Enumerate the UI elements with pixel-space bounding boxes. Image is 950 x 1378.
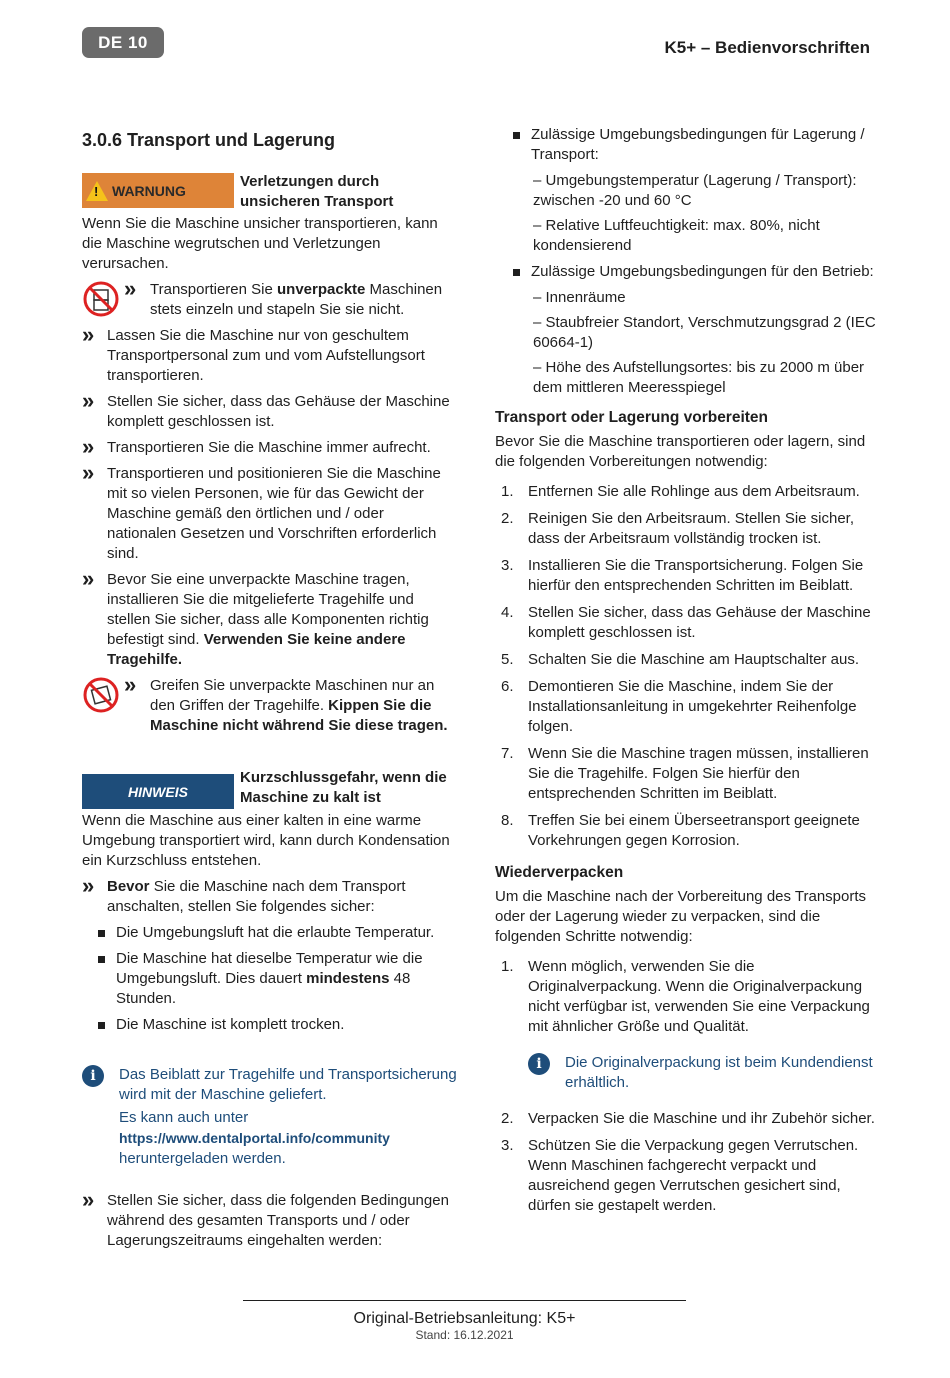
list-item: 3. Installieren Sie die Transportsicherung. Folgen Sie hierfür den entsprechenden Schritten im Beiblatt. bbox=[501, 557, 864, 594]
list-item: 2. Reinigen Sie den Arbeitsraum. Stellen Sie sicher, dass der Arbeitsraum vollständig trocken ist. bbox=[501, 510, 855, 547]
hint-title: Kurzschlussgefahr, wenn die Maschine zu kalt ist bbox=[240, 769, 447, 806]
prep-intro: Bevor Sie die Maschine transportieren oder lagern, sind die folgenden Vorbereitungen notwendig: bbox=[495, 433, 866, 470]
condition-details: – Innenräume – Staubfreier Standort, Verschmutzungsgrad 2 (IEC 60664-1) – Höhe des Aufstellungsortes: bis zu 2000 m über dem mittleren Meeresspiegel bbox=[533, 289, 876, 396]
repack-intro: Um die Maschine nach der Vorbereitung des Transports oder der Lagerung wieder zu verpacken, sind die folgenden Schritte notwendig: bbox=[495, 888, 867, 945]
info-icon: i bbox=[82, 1065, 104, 1087]
list-item: 5. Schalten Sie die Maschine am Hauptschalter aus. bbox=[501, 651, 860, 668]
list-item: 4. Stellen Sie sicher, dass das Gehäuse der Maschine komplett geschlossen ist. bbox=[501, 604, 871, 641]
step-arrow-icon: » bbox=[82, 873, 95, 898]
step-item: » Lassen Sie die Maschine nur von geschultem Transportpersonal zum und vom Aufstellungsort transportieren. bbox=[82, 322, 425, 384]
step-arrow-icon: » bbox=[82, 322, 95, 347]
step-arrow-icon: » bbox=[82, 460, 95, 485]
step-arrow-icon: » bbox=[82, 1187, 95, 1212]
info-icon: i bbox=[528, 1053, 550, 1075]
step-item: » Stellen Sie sicher, dass das Gehäuse der Maschine komplett geschlossen ist. bbox=[82, 388, 450, 430]
list-item: Die Maschine hat dieselbe Temperatur wie die Umgebungsluft. Dies dauert mindestens 48 Stunden. bbox=[98, 949, 457, 1009]
hint-label: HINWEIS bbox=[128, 783, 188, 800]
warning-label: WARNUNG bbox=[112, 182, 186, 199]
list-item: 3. Schützen Sie die Verpackung gegen Verrutschen. Wenn Maschinen fachgerecht verpackt und ausreichend gegen Verrutschen gesichert sind, dürfen sie gestapelt werden. bbox=[501, 1137, 859, 1214]
before-bullets bbox=[82, 923, 457, 1035]
left-column bbox=[82, 128, 457, 1257]
step-item: » Transportieren und positionieren Sie die Maschine mit so vielen Personen, wie für das Gewicht der Maschine gemäß den örtlichen und / oder nationalen Gesetzen und Vorschriften erforderlich sind. bbox=[82, 460, 441, 562]
condition-bullet: Zulässige Umgebungsbedingungen für den Betrieb: bbox=[495, 262, 880, 282]
condition-details: – Umgebungstemperatur (Lagerung / Transport): zwischen -20 und 60 °C – Relative Luftfeuchtigkeit: max. 80%, nicht kondensierend bbox=[533, 172, 857, 254]
condition-bullet: Zulässige Umgebungsbedingungen für Lagerung / Transport: bbox=[495, 125, 880, 165]
prohibition-text-1: Transportieren Sie unverpackte Maschinen stets einzeln und stapeln Sie sie nicht. bbox=[150, 281, 443, 318]
list-item: 1. Wenn möglich, verwenden Sie die Originalverpackung. Wenn die Originalverpackung nicht verfügbar ist, verwenden Sie eine Verpackung mit ähnlicher Größe und Qualität. bbox=[501, 958, 870, 1035]
step-item: » Bevor Sie eine unverpackte Maschine tragen, installieren Sie die mitgelieferte Tragehilfe und stellen Sie sicher, dass alle Komponenten richtig befestigt sind. Verwenden Sie keine andere Tragehilfe. bbox=[82, 566, 429, 668]
document-title: K5+ – Bedienvorschriften bbox=[664, 38, 870, 57]
step-arrow-icon: » bbox=[124, 672, 137, 697]
footer-title: Original-Betriebsanleitung: K5+ bbox=[353, 1310, 576, 1327]
prohibition-step-2 bbox=[82, 672, 457, 736]
warning-title: Verletzungen durch unsicheren Transport bbox=[240, 173, 394, 210]
step-item: » Stellen Sie sicher, dass die folgenden Bedingungen während des gesamten Transports und / oder Lagerungszeitraums eingehalten werden: bbox=[82, 1187, 449, 1249]
prep-heading: Transport oder Lagerung vorbereiten bbox=[495, 409, 769, 426]
list-item: 7. Wenn Sie die Maschine tragen müssen, installieren Sie die Tragehilfe. Folgen Sie hierfür den entsprechenden Schritten im Beiblatt. bbox=[501, 745, 869, 802]
warning-text: Wenn Sie die Maschine unsicher transportieren, kann die Maschine wegrutschen und Verletzungen verursachen. bbox=[82, 215, 438, 272]
no-tilting-icon bbox=[82, 676, 120, 714]
hint-label-box bbox=[82, 774, 234, 809]
warning-label-box bbox=[82, 173, 234, 208]
step-arrow-icon: » bbox=[82, 434, 95, 459]
prohibition-text-2: Greifen Sie unverpackte Maschinen nur an den Griffen der Tragehilfe. Kippen Sie die Maschine nicht während Sie diese tragen. bbox=[150, 677, 448, 734]
list-item: Die Umgebungsluft hat die erlaubte Temperatur. bbox=[98, 923, 457, 943]
section-title: 3.0.6 Transport und Lagerung bbox=[82, 130, 336, 150]
right-column bbox=[495, 125, 880, 1223]
repack-steps bbox=[495, 957, 880, 1216]
list-item: 1. Entfernen Sie alle Rohlinge aus dem Arbeitsraum. bbox=[501, 483, 860, 500]
hint-notice bbox=[82, 768, 457, 809]
list-item: Die Maschine ist komplett trocken. bbox=[98, 1015, 457, 1035]
step-arrow-icon: » bbox=[82, 566, 95, 591]
info-note: i Das Beiblatt zur Tragehilfe und Transportsicherung wird mit der Maschine geliefert. Es kann auch unter https://www.dentalportal.info/community heruntergeladen werden. bbox=[82, 1065, 457, 1169]
prohibition-step-1 bbox=[82, 276, 457, 320]
page-badge: DE 10 bbox=[82, 27, 164, 58]
community-link[interactable]: https://www.dentalportal.info/community bbox=[119, 1130, 390, 1146]
list-item: 8. Treffen Sie bei einem Überseetransport geeignete Vorkehrungen gegen Korrosion. bbox=[501, 812, 860, 849]
footer-date: Stand: 16.12.2021 bbox=[415, 1328, 514, 1342]
warning-triangle-icon bbox=[86, 181, 108, 201]
no-stacking-icon bbox=[82, 280, 120, 318]
step-arrow-icon: » bbox=[82, 388, 95, 413]
hint-text: Wenn die Maschine aus einer kalten in eine warme Umgebung transportiert wird, kann durch Kondensation ein Kurzschluss entstehen. bbox=[82, 812, 450, 869]
prep-steps bbox=[495, 482, 880, 851]
list-item: 6. Demontieren Sie die Maschine, indem Sie der Installationsanleitung in umgekehrter Reihenfolge folgen. bbox=[501, 678, 857, 735]
list-item: 2. Verpacken Sie die Maschine und ihr Zubehör sicher. bbox=[501, 1110, 875, 1127]
step-arrow-icon: » bbox=[124, 276, 137, 301]
step-item: » Transportieren Sie die Maschine immer aufrecht. bbox=[82, 434, 431, 459]
info-note: i Die Originalverpackung ist beim Kundendienst erhältlich. bbox=[495, 1053, 880, 1093]
footer-divider bbox=[243, 1300, 686, 1301]
step-item: » Bevor Sie die Maschine nach dem Transport anschalten, stellen Sie folgendes sicher: bbox=[82, 873, 406, 915]
warning-notice bbox=[82, 172, 457, 212]
repack-heading: Wiederverpacken bbox=[495, 864, 624, 881]
